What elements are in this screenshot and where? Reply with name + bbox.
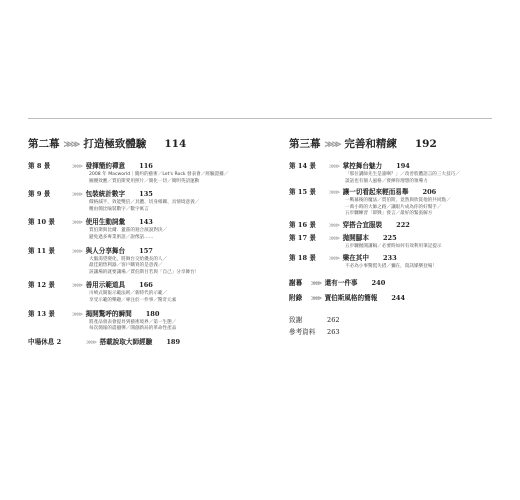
interlude-label: 中場休息 2: [28, 337, 62, 346]
scene-page: 143: [139, 218, 153, 227]
back-matter-list: [289, 314, 499, 338]
toc-scene-entry[interactable]: [28, 217, 260, 241]
description-line: 2008 年 Macworld｜簡約的藝術／Let's Rock 發表會／經驗證據／: [89, 172, 229, 177]
arrow-icon: ≫≫: [72, 282, 82, 290]
scene-heading: [28, 161, 260, 172]
arrow-icon: ≫≫: [311, 295, 321, 303]
arrow-icon: ≫≫: [63, 140, 79, 150]
scene-number: 第 13 景: [28, 309, 55, 318]
scene-number: 第 12 景: [28, 281, 55, 290]
scene-title: 揭開驚呼的瞬間: [85, 309, 132, 318]
scene-title: 讓一切看起來輕而易舉: [342, 188, 409, 197]
description-line: 一萬小時的大師之路／讓眼片成為你的好幫手／: [345, 204, 442, 210]
scene-page: 194: [396, 162, 410, 170]
extra-entry[interactable]: [289, 291, 499, 306]
arrow-icon: ≫≫: [329, 221, 339, 229]
toc-scene-entry[interactable]: [28, 161, 260, 185]
description-line: 不必為小事驚慌失措／彌在，資訊媒樂登場！: [345, 263, 437, 269]
toc-scene-entry[interactable]: [289, 187, 499, 218]
scene-page: 157: [139, 246, 153, 255]
scene-heading: [289, 220, 499, 231]
scene-number: 第 9 景: [28, 190, 51, 199]
scene-heading: [28, 217, 260, 228]
scene-description: [89, 228, 260, 241]
interlude-entry[interactable]: [28, 337, 260, 348]
part-heading: [28, 136, 260, 151]
scene-page: 166: [139, 281, 153, 290]
scene-list: [289, 161, 499, 270]
scene-number: 第 10 景: [28, 218, 55, 227]
toc-scene-entry[interactable]: [28, 189, 260, 213]
description-line: 精由簡比喻裝數字／數字寓言: [89, 206, 149, 212]
back-label: 致謝: [289, 316, 303, 325]
scene-description: [89, 291, 260, 304]
arrow-icon: ≫≫: [329, 234, 339, 242]
toc-scene-entry[interactable]: [289, 220, 499, 231]
scene-list: [28, 161, 260, 333]
scene-number: 第 17 景: [289, 233, 316, 242]
description-line: 每次簡報的震撼彈／開創新局的革命性產品: [89, 326, 177, 332]
description-line: 五步驟練習「即興」發言／最好的緊張解方: [345, 211, 433, 217]
scene-number: 第 11 景: [28, 246, 55, 255]
part-page: 192: [414, 138, 437, 150]
description-line: 一戰幕後的魔法／賈伯斯，竟然與欣賞他的共同點／: [345, 198, 451, 204]
scene-title: 拋開腳本: [342, 233, 369, 242]
scene-title: 穿搭合宜服裝: [342, 220, 383, 229]
description-line: 談話也有個人風格／發揮你理想的領導力: [345, 178, 428, 184]
arrow-icon: ≫≫: [329, 254, 339, 262]
scene-title: 與人分享舞台: [85, 246, 126, 255]
scene-heading: [28, 280, 260, 291]
scene-description: [345, 172, 499, 185]
extra-title: 還有一件事: [324, 279, 358, 288]
arrow-icon: ≫≫: [72, 163, 82, 170]
scene-description: [345, 264, 499, 271]
extra-page: 244: [391, 294, 406, 303]
extras-list: [289, 276, 499, 306]
interlude-page: 189: [166, 337, 181, 346]
description-line: 最佳銷售利器／客戶購買的是意義／: [89, 263, 163, 269]
part-heading: [289, 136, 499, 151]
toc-left-column: [28, 136, 260, 348]
scene-number: 第 14 景: [289, 162, 316, 170]
arrow-icon: ≫≫: [311, 280, 321, 288]
description-line: 享受示範的樂趣／專注於一件事／驚奇元素: [89, 297, 177, 303]
scene-heading: [28, 189, 260, 200]
description-line: 「那位講師先生是誰啊？」／改善肢體語言的三大技巧／: [345, 172, 460, 177]
scene-page: 222: [396, 220, 410, 229]
toc-scene-entry[interactable]: [289, 253, 499, 271]
scene-number: 第 18 景: [289, 253, 316, 262]
scene-heading: [289, 187, 499, 198]
toc-right-column: [289, 136, 499, 338]
toc-scene-entry[interactable]: [28, 246, 260, 277]
toc-scene-entry[interactable]: [28, 309, 260, 333]
toc-scene-entry[interactable]: [289, 161, 499, 185]
scene-description: [89, 200, 260, 213]
description-line: 將產品發表會提昇到藝術境界／第一生態／: [89, 319, 177, 325]
extra-label: 謝幕: [289, 279, 303, 288]
extra-title: 賈伯斯風格的簡報: [324, 294, 378, 303]
scene-description: [89, 320, 260, 333]
back-page: 263: [327, 328, 340, 337]
scene-heading: [28, 309, 260, 320]
scene-heading: [28, 246, 260, 257]
scene-title: 發揮簡約禪意: [85, 162, 126, 170]
scene-title: 樂在其中: [342, 253, 369, 262]
part-name: 第三幕: [289, 138, 321, 150]
arrow-icon: ≫≫: [72, 247, 82, 255]
back-matter-entry[interactable]: [289, 314, 499, 326]
description-line: 大腦渴望變化，將舞台交給優長的人／: [89, 256, 168, 262]
extra-label: 附錄: [289, 294, 303, 303]
part-page: 114: [164, 138, 187, 150]
scene-page: 116: [139, 162, 153, 170]
back-label: 參考資料: [289, 328, 316, 337]
description-line: 川崎式簡報示範法則／新時代的示範／: [89, 291, 168, 297]
scene-page: 206: [422, 188, 437, 197]
extra-page: 240: [371, 279, 386, 288]
toc-scene-entry[interactable]: [289, 233, 499, 251]
scene-description: [345, 244, 499, 251]
scene-title: 包裝統計數字: [85, 190, 126, 199]
scene-heading: [289, 161, 499, 172]
description-line: 賈伯斯與比爾．蓋茲的迴合演說對決／: [89, 228, 168, 234]
interlude-title: 搭載說取大師經驗: [99, 337, 153, 346]
description-line: 五步驟拋開講稿／必要時如何有效利用筆記提示: [345, 243, 442, 249]
scene-heading: [289, 233, 499, 244]
description-line: 價格減半，效能雙倍／具體、切身相關、具情境意義／: [89, 200, 200, 206]
part-title: 完善和精練: [344, 138, 397, 150]
scene-description: [89, 172, 260, 185]
scene-page: 233: [382, 253, 397, 262]
toc-scene-entry[interactable]: [28, 280, 260, 304]
scene-number: 第 8 景: [28, 162, 51, 170]
scene-page: 135: [139, 190, 153, 199]
scene-page: 180: [145, 309, 160, 318]
arrow-icon: ≫≫: [329, 163, 339, 170]
part-title: 打造極致體驗: [83, 138, 147, 150]
back-matter-entry[interactable]: [289, 326, 499, 338]
arrow-icon: ≫≫: [72, 191, 82, 199]
description-line: 該讓場的就要讓場／賈伯斯甘若與「自己」分享舞台！: [89, 269, 200, 275]
scene-title: 掌控舞台魅力: [342, 162, 383, 170]
scene-number: 第 16 景: [289, 220, 316, 229]
scene-number: 第 15 景: [289, 188, 316, 197]
top-rule: [28, 118, 492, 119]
arrow-icon: ≫≫: [86, 338, 96, 346]
back-page: 262: [327, 316, 340, 325]
arrow-icon: ≫≫: [72, 310, 82, 318]
scene-title: 使用生動詞彙: [85, 218, 126, 227]
extra-entry[interactable]: [289, 276, 499, 291]
description-line: 圖優效應／賈伯斯愛用照片／簡化一切／簡明英語運動: [89, 178, 200, 184]
arrow-icon: ≫≫: [329, 189, 339, 197]
scene-description: [345, 198, 499, 218]
description-line: 避免過多專業術語／說像話……: [89, 234, 154, 240]
arrow-icon: ≫≫: [72, 219, 82, 227]
scene-title: 善用示範道具: [85, 281, 126, 290]
scene-heading: [289, 253, 499, 264]
scene-description: [89, 257, 260, 277]
arrow-icon: ≫≫: [324, 140, 340, 150]
scene-page: 225: [382, 233, 397, 242]
part-name: 第二幕: [28, 138, 60, 150]
